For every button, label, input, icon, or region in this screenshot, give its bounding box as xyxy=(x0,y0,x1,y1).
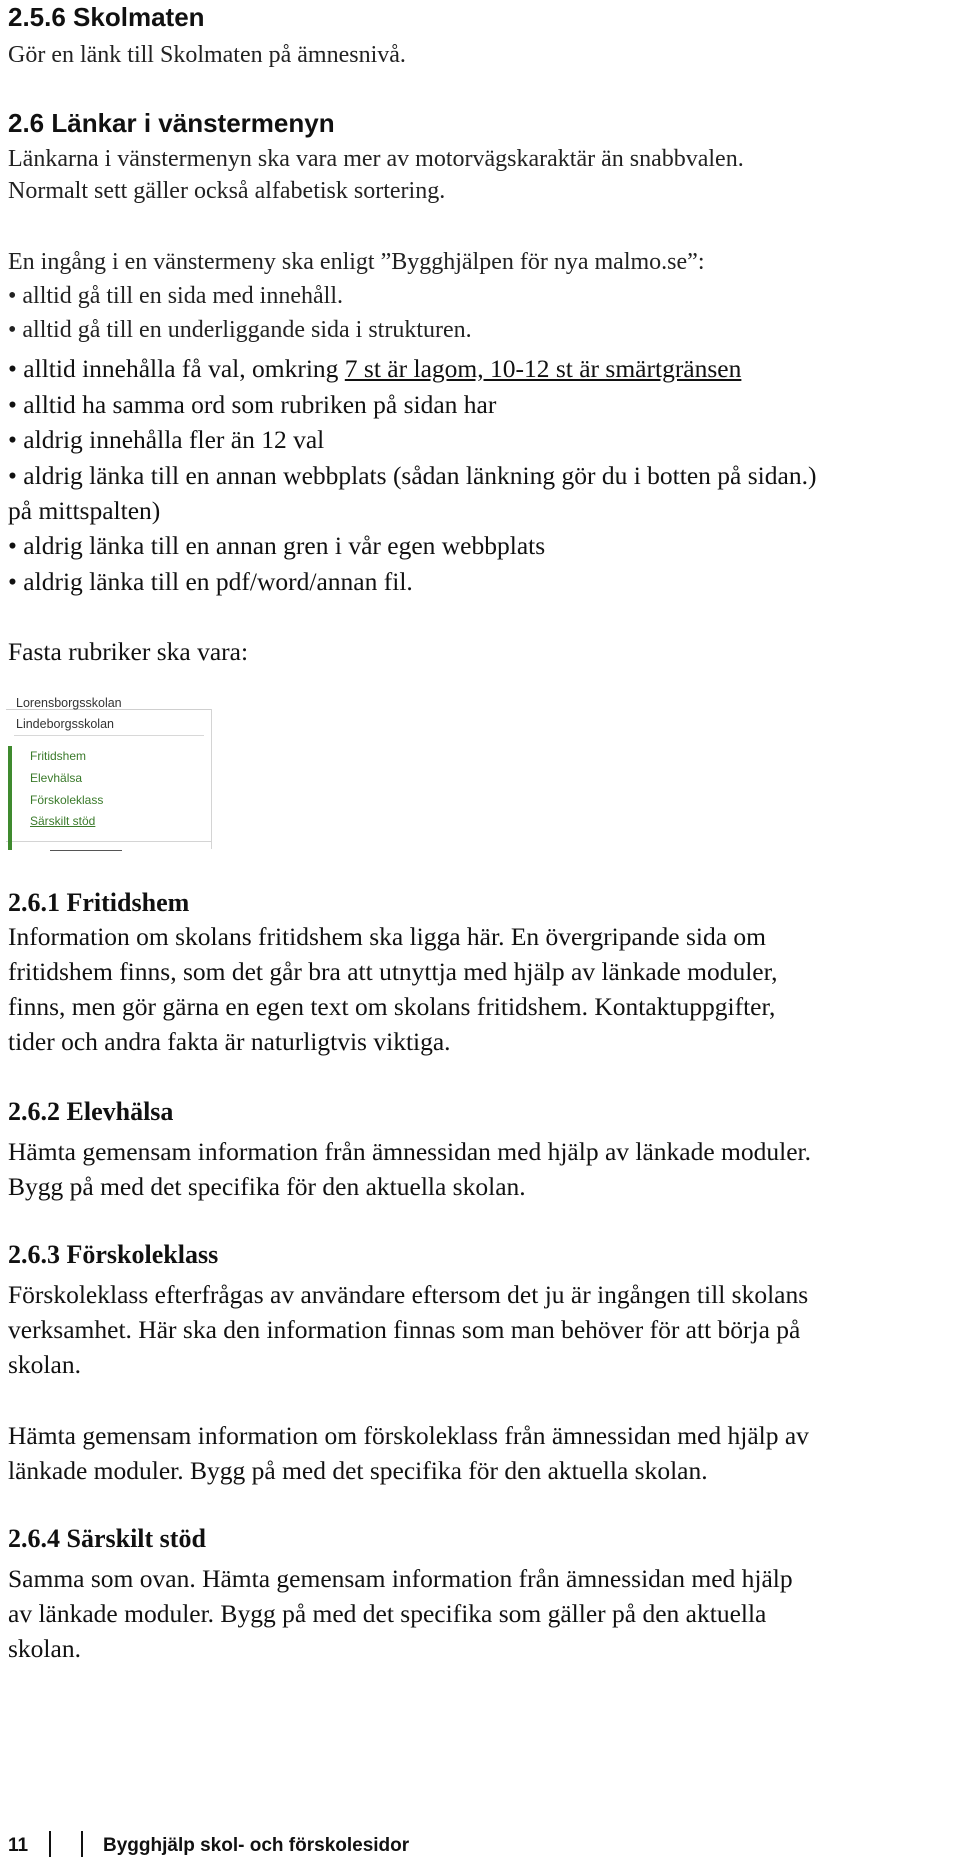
menu-item-forskoleklass: Förskoleklass xyxy=(30,793,104,807)
continuation-line: på mittspalten) xyxy=(8,496,161,525)
bullet-text: • alltid innehålla få val, omkring xyxy=(8,354,345,383)
paragraph-line: skolan. xyxy=(8,1634,81,1663)
paragraph-line: fritidshem finns, som det går bra att utnyttja med hjälp av länkade moduler, xyxy=(8,957,778,986)
paragraph-line: Information om skolans fritidshem ska ligga här. En övergripande sida om xyxy=(8,922,767,951)
paragraph-line: Samma som ovan. Hämta gemensam information från ämnessidan med hjälp xyxy=(8,1564,793,1593)
section-heading-lankar: 2.6 Länkar i vänstermenyn xyxy=(8,108,335,138)
paragraph-line: länkade moduler. Bygg på med det specifika för den aktuella skolan. xyxy=(8,1456,708,1485)
paragraph-line: Förskoleklass efterfrågas av användare eftersom det ju är ingången till skolans xyxy=(8,1280,809,1309)
bullet-item: • alltid gå till en sida med innehåll. xyxy=(8,283,343,309)
divider xyxy=(14,735,204,736)
bullet-item: • alltid ha samma ord som rubriken på sidan har xyxy=(8,390,497,419)
footer-title: Bygghjälp skol- och förskolesidor xyxy=(103,1835,410,1856)
section-heading-fritidshem: 2.6.1 Fritidshem xyxy=(8,888,190,917)
bullet-item xyxy=(8,354,741,384)
paragraph-line: Hämta gemensam information från ämnessidan med hjälp av länkade moduler. xyxy=(8,1137,812,1166)
section-heading-sarskilt-stod: 2.6.4 Särskilt stöd xyxy=(8,1524,206,1553)
menu-item-lorensborgsskolan: Lorensborgsskolan xyxy=(16,696,122,710)
bullet-item: • alltid gå till en underliggande sida i strukturen. xyxy=(8,317,472,343)
menu-item-lindeborgsskolan: Lindeborgsskolan xyxy=(16,717,114,731)
footer-divider xyxy=(81,1831,83,1857)
menu-item-sarskilt-stod: Särskilt stöd xyxy=(30,814,96,828)
skolmaten-text: Gör en länk till Skolmaten på ämnesnivå. xyxy=(8,42,406,68)
page-number: 11 xyxy=(8,1835,29,1856)
paragraph-line: Normalt sett gäller också alfabetisk sortering. xyxy=(8,178,446,204)
paragraph-line: Bygg på med det specifika för den aktuella skolan. xyxy=(8,1172,526,1201)
footer-divider xyxy=(49,1831,51,1857)
menu-item-elevhalsa: Elevhälsa xyxy=(30,771,83,785)
left-menu-screenshot xyxy=(6,696,216,852)
bullet-item: • aldrig innehålla fler än 12 val xyxy=(8,425,325,454)
divider xyxy=(211,709,212,849)
divider xyxy=(6,841,212,842)
intro-line: En ingång i en vänstermeny ska enligt ”Bygghjälpen för nya malmo.se”: xyxy=(8,249,705,275)
bullet-item: • aldrig länka till en annan webbplats (sådan länkning gör du i botten på sidan.) xyxy=(8,461,817,490)
divider xyxy=(50,850,122,851)
underlined-text: 7 st är lagom, 10-12 st är smärtgränsen xyxy=(344,354,742,383)
paragraph-line: Länkarna i vänstermenyn ska vara mer av motorvägskaraktär än snabbvalen. xyxy=(8,146,744,172)
active-indicator xyxy=(8,746,12,850)
fixed-headings-label: Fasta rubriker ska vara: xyxy=(8,637,249,666)
menu-item-fritidshem: Fritidshem xyxy=(30,749,87,763)
paragraph-line: skolan. xyxy=(8,1350,81,1379)
paragraph-line: finns, men gör gärna en egen text om skolans fritidshem. Kontaktuppgifter, xyxy=(8,992,776,1021)
paragraph-line: av länkade moduler. Bygg på med det specifika som gäller på den aktuella xyxy=(8,1599,767,1628)
section-heading-elevhalsa: 2.6.2 Elevhälsa xyxy=(8,1097,174,1126)
paragraph-line: Hämta gemensam information om förskoleklass från ämnessidan med hjälp av xyxy=(8,1421,809,1450)
bullet-item: • aldrig länka till en annan gren i vår egen webbplats xyxy=(8,531,546,560)
paragraph-line: verksamhet. Här ska den information finnas som man behöver för att börja på xyxy=(8,1315,801,1344)
bullet-item: • aldrig länka till en pdf/word/annan fil. xyxy=(8,567,413,596)
section-heading-skolmaten: 2.5.6 Skolmaten xyxy=(8,2,205,32)
section-heading-forskoleklass: 2.6.3 Förskoleklass xyxy=(8,1240,219,1269)
paragraph-line: tider och andra fakta är naturligtvis viktiga. xyxy=(8,1027,451,1056)
